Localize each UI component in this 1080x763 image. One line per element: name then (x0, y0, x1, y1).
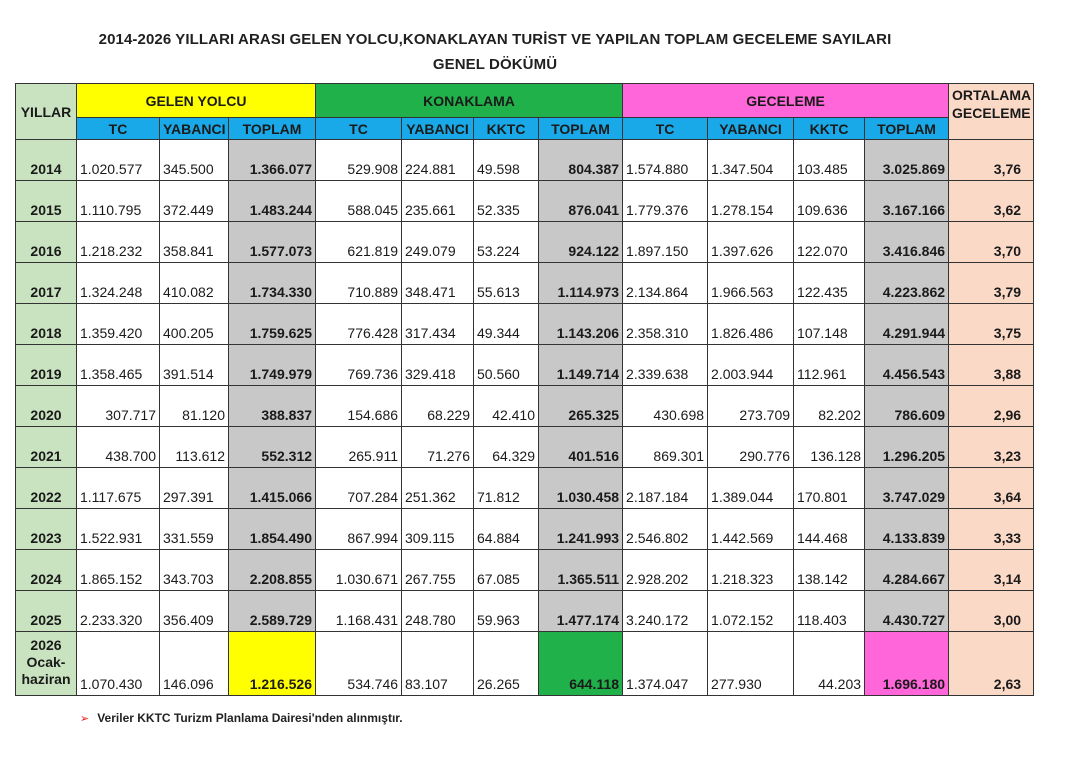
total-cell: 1.296.205 (865, 427, 949, 468)
value-cell: 235.661 (402, 181, 474, 222)
value-cell: 356.409 (160, 591, 229, 632)
value-cell: 44.203 (794, 632, 865, 696)
value-cell: 309.115 (402, 509, 474, 550)
value-cell: 1.324.248 (77, 263, 160, 304)
total-cell: 1.241.993 (539, 509, 623, 550)
year-cell: 2015 (16, 181, 77, 222)
total-cell: 1.143.206 (539, 304, 623, 345)
value-cell: 267.755 (402, 550, 474, 591)
average-cell: 2,63 (949, 632, 1034, 696)
value-cell: 391.514 (160, 345, 229, 386)
value-cell: 136.128 (794, 427, 865, 468)
year-cell: 2020 (16, 386, 77, 427)
value-cell: 348.471 (402, 263, 474, 304)
page-subtitle: GENEL DÖKÜMÜ (432, 56, 558, 73)
value-cell: 2.003.944 (708, 345, 794, 386)
total-cell: 4.291.944 (865, 304, 949, 345)
value-cell: 534.746 (316, 632, 402, 696)
value-cell: 2.233.320 (77, 591, 160, 632)
value-cell: 42.410 (474, 386, 539, 427)
value-cell: 53.224 (474, 222, 539, 263)
total-cell: 3.416.846 (865, 222, 949, 263)
value-cell: 1.218.323 (708, 550, 794, 591)
total-cell: 1.216.526 (229, 632, 316, 696)
subheader-cell: YABANCI (160, 118, 229, 140)
average-cell: 3,64 (949, 468, 1034, 509)
value-cell: 307.717 (77, 386, 160, 427)
value-cell: 1.218.232 (77, 222, 160, 263)
value-cell: 1.397.626 (708, 222, 794, 263)
average-cell: 3,33 (949, 509, 1034, 550)
value-cell: 1.070.430 (77, 632, 160, 696)
total-cell: 1.749.979 (229, 345, 316, 386)
value-cell: 49.598 (474, 140, 539, 181)
source-note-text: Veriler KKTC Turizm Planlama Dairesi'nden alınmıştır. (97, 711, 403, 725)
header-ortalama-geceleme: ORTALAMA GECELEME (949, 84, 1034, 140)
total-cell: 1.030.458 (539, 468, 623, 509)
total-cell: 1.114.973 (539, 263, 623, 304)
table-row (16, 591, 1034, 632)
statistics-table (15, 83, 1034, 696)
value-cell: 59.963 (474, 591, 539, 632)
subheader-cell: TC (316, 118, 402, 140)
value-cell: 64.884 (474, 509, 539, 550)
value-cell: 138.142 (794, 550, 865, 591)
value-cell: 529.908 (316, 140, 402, 181)
value-cell: 1.278.154 (708, 181, 794, 222)
value-cell: 273.709 (708, 386, 794, 427)
total-cell: 876.041 (539, 181, 623, 222)
value-cell: 297.391 (160, 468, 229, 509)
year-cell: 2016 (16, 222, 77, 263)
year-cell: 2024 (16, 550, 77, 591)
header-years: YILLAR (16, 84, 77, 140)
total-cell: 1.149.714 (539, 345, 623, 386)
total-cell: 924.122 (539, 222, 623, 263)
value-cell: 122.070 (794, 222, 865, 263)
value-cell: 400.205 (160, 304, 229, 345)
total-cell: 1.365.511 (539, 550, 623, 591)
value-cell: 1.374.047 (623, 632, 708, 696)
year-cell: 2023 (16, 509, 77, 550)
value-cell: 113.612 (160, 427, 229, 468)
value-cell: 776.428 (316, 304, 402, 345)
subheader-cell: TC (623, 118, 708, 140)
subheader-cell: KKTC (794, 118, 865, 140)
value-cell: 277.930 (708, 632, 794, 696)
subheader-cell: TOPLAM (539, 118, 623, 140)
total-cell: 4.430.727 (865, 591, 949, 632)
value-cell: 707.284 (316, 468, 402, 509)
header-geceleme: GECELEME (623, 84, 949, 118)
value-cell: 154.686 (316, 386, 402, 427)
average-cell: 3,79 (949, 263, 1034, 304)
total-cell: 1.759.625 (229, 304, 316, 345)
value-cell: 55.613 (474, 263, 539, 304)
table-row (16, 345, 1034, 386)
value-cell: 2.358.310 (623, 304, 708, 345)
red-arrow-bullet-icon: ➢ (80, 713, 90, 725)
average-cell: 2,96 (949, 386, 1034, 427)
total-cell: 1.577.073 (229, 222, 316, 263)
value-cell: 109.636 (794, 181, 865, 222)
value-cell: 68.229 (402, 386, 474, 427)
value-cell: 1.030.671 (316, 550, 402, 591)
value-cell: 588.045 (316, 181, 402, 222)
total-cell: 1.854.490 (229, 509, 316, 550)
value-cell: 1.574.880 (623, 140, 708, 181)
average-cell: 3,14 (949, 550, 1034, 591)
total-cell: 1.734.330 (229, 263, 316, 304)
value-cell: 2.187.184 (623, 468, 708, 509)
table-row (16, 468, 1034, 509)
value-cell: 2.134.864 (623, 263, 708, 304)
value-cell: 67.085 (474, 550, 539, 591)
table-row (16, 386, 1034, 427)
value-cell: 82.202 (794, 386, 865, 427)
value-cell: 107.148 (794, 304, 865, 345)
value-cell: 331.559 (160, 509, 229, 550)
value-cell: 1.966.563 (708, 263, 794, 304)
value-cell: 343.703 (160, 550, 229, 591)
page-title: 2014-2026 YILLARI ARASI GELEN YOLCU,KONAKLAYAN TURİST VE YAPILAN TOPLAM GECELEME SAYILARI (98, 31, 892, 48)
value-cell: 1.020.577 (77, 140, 160, 181)
value-cell: 1.865.152 (77, 550, 160, 591)
total-cell: 786.609 (865, 386, 949, 427)
year-cell: 2026 Ocak- haziran (16, 632, 77, 696)
total-cell: 1.366.077 (229, 140, 316, 181)
value-cell: 1.168.431 (316, 591, 402, 632)
value-cell: 251.362 (402, 468, 474, 509)
year-cell: 2025 (16, 591, 77, 632)
value-cell: 317.434 (402, 304, 474, 345)
total-cell: 3.167.166 (865, 181, 949, 222)
year-cell: 2017 (16, 263, 77, 304)
value-cell: 1.779.376 (623, 181, 708, 222)
average-cell: 3,00 (949, 591, 1034, 632)
value-cell: 71.812 (474, 468, 539, 509)
value-cell: 1.826.486 (708, 304, 794, 345)
table-row (16, 509, 1034, 550)
year-cell: 2022 (16, 468, 77, 509)
value-cell: 170.801 (794, 468, 865, 509)
table-row (16, 550, 1034, 591)
total-cell: 644.118 (539, 632, 623, 696)
value-cell: 372.449 (160, 181, 229, 222)
total-cell: 265.325 (539, 386, 623, 427)
table-row (16, 263, 1034, 304)
value-cell: 621.819 (316, 222, 402, 263)
total-cell: 804.387 (539, 140, 623, 181)
value-cell: 769.736 (316, 345, 402, 386)
total-cell: 1.415.066 (229, 468, 316, 509)
value-cell: 224.881 (402, 140, 474, 181)
value-cell: 869.301 (623, 427, 708, 468)
value-cell: 1.347.504 (708, 140, 794, 181)
value-cell: 1.110.795 (77, 181, 160, 222)
total-cell: 4.456.543 (865, 345, 949, 386)
total-cell: 1.477.174 (539, 591, 623, 632)
value-cell: 64.329 (474, 427, 539, 468)
value-cell: 2.928.202 (623, 550, 708, 591)
value-cell: 71.276 (402, 427, 474, 468)
average-cell: 3,76 (949, 140, 1034, 181)
value-cell: 265.911 (316, 427, 402, 468)
value-cell: 867.994 (316, 509, 402, 550)
total-cell: 401.516 (539, 427, 623, 468)
value-cell: 3.240.172 (623, 591, 708, 632)
value-cell: 144.468 (794, 509, 865, 550)
total-cell: 1.696.180 (865, 632, 949, 696)
value-cell: 146.096 (160, 632, 229, 696)
subheader-cell: YABANCI (402, 118, 474, 140)
table-row (16, 632, 1034, 696)
value-cell: 81.120 (160, 386, 229, 427)
value-cell: 345.500 (160, 140, 229, 181)
total-cell: 2.208.855 (229, 550, 316, 591)
value-cell: 26.265 (474, 632, 539, 696)
value-cell: 112.961 (794, 345, 865, 386)
value-cell: 2.546.802 (623, 509, 708, 550)
value-cell: 103.485 (794, 140, 865, 181)
table-row (16, 181, 1034, 222)
value-cell: 710.889 (316, 263, 402, 304)
total-cell: 388.837 (229, 386, 316, 427)
value-cell: 1.117.675 (77, 468, 160, 509)
table-row (16, 140, 1034, 181)
value-cell: 358.841 (160, 222, 229, 263)
year-cell: 2018 (16, 304, 77, 345)
value-cell: 118.403 (794, 591, 865, 632)
total-cell: 552.312 (229, 427, 316, 468)
value-cell: 1.359.420 (77, 304, 160, 345)
value-cell: 1.389.044 (708, 468, 794, 509)
average-cell: 3,88 (949, 345, 1034, 386)
value-cell: 1.522.931 (77, 509, 160, 550)
value-cell: 1.358.465 (77, 345, 160, 386)
year-cell: 2021 (16, 427, 77, 468)
header-konaklama: KONAKLAMA (316, 84, 623, 118)
value-cell: 410.082 (160, 263, 229, 304)
subheader-cell: YABANCI (708, 118, 794, 140)
total-cell: 2.589.729 (229, 591, 316, 632)
value-cell: 1.442.569 (708, 509, 794, 550)
value-cell: 438.700 (77, 427, 160, 468)
value-cell: 122.435 (794, 263, 865, 304)
subheader-cell: KKTC (474, 118, 539, 140)
value-cell: 49.344 (474, 304, 539, 345)
value-cell: 1.897.150 (623, 222, 708, 263)
table-row (16, 304, 1034, 345)
average-cell: 3,62 (949, 181, 1034, 222)
year-cell: 2019 (16, 345, 77, 386)
value-cell: 83.107 (402, 632, 474, 696)
value-cell: 290.776 (708, 427, 794, 468)
year-cell: 2014 (16, 140, 77, 181)
total-cell: 4.133.839 (865, 509, 949, 550)
total-cell: 4.284.667 (865, 550, 949, 591)
subheader-cell: TC (77, 118, 160, 140)
total-cell: 3.025.869 (865, 140, 949, 181)
table-row (16, 427, 1034, 468)
value-cell: 430.698 (623, 386, 708, 427)
value-cell: 1.072.152 (708, 591, 794, 632)
table-row (16, 222, 1034, 263)
value-cell: 52.335 (474, 181, 539, 222)
value-cell: 329.418 (402, 345, 474, 386)
value-cell: 50.560 (474, 345, 539, 386)
subheader-cell: TOPLAM (229, 118, 316, 140)
average-cell: 3,70 (949, 222, 1034, 263)
average-cell: 3,23 (949, 427, 1034, 468)
value-cell: 249.079 (402, 222, 474, 263)
total-cell: 4.223.862 (865, 263, 949, 304)
subheader-cell: TOPLAM (865, 118, 949, 140)
average-cell: 3,75 (949, 304, 1034, 345)
source-note (80, 711, 403, 725)
value-cell: 248.780 (402, 591, 474, 632)
value-cell: 2.339.638 (623, 345, 708, 386)
header-gelen-yolcu: GELEN YOLCU (77, 84, 316, 118)
total-cell: 1.483.244 (229, 181, 316, 222)
total-cell: 3.747.029 (865, 468, 949, 509)
